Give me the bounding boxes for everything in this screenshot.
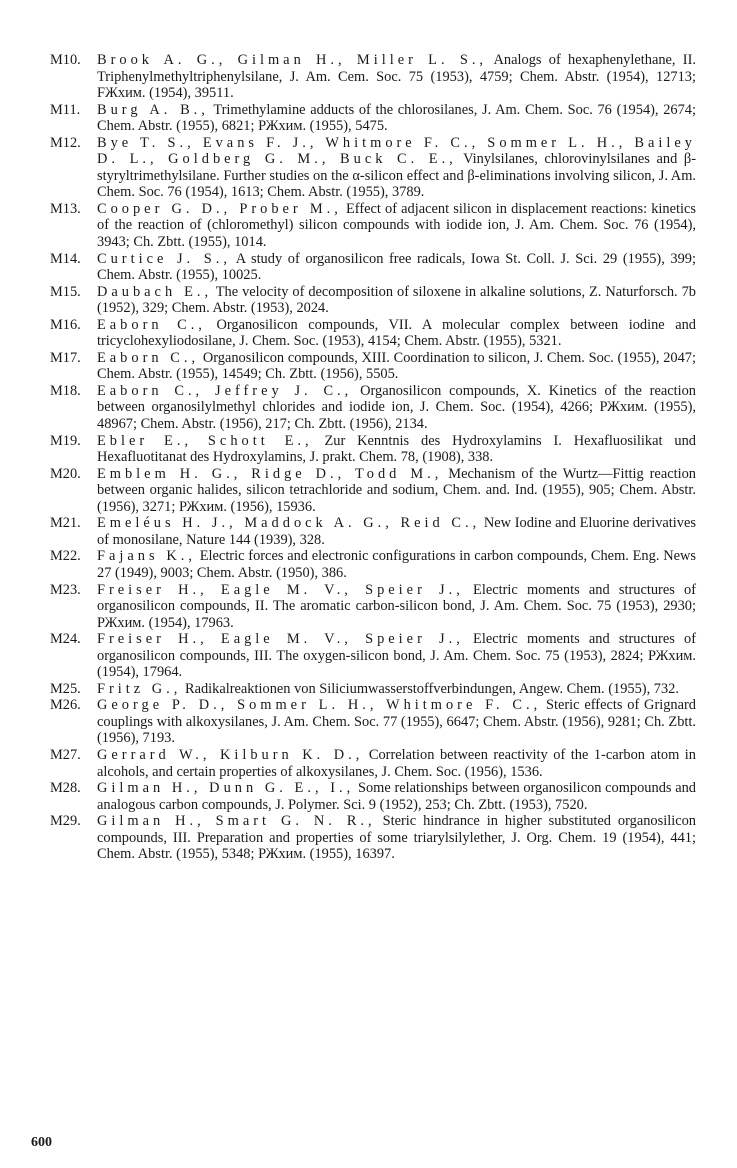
page-number: 600 — [31, 1135, 52, 1150]
reference-entry — [50, 780, 696, 813]
reference-authors: Bye T. S., Evans F. J., Whitmore F. C., Sommer L. H., Bailey D. L., Goldberg G. M., Buck C. E., — [97, 134, 696, 168]
reference-text: Steric effects of Grignard couplings with alkoxysilanes, J. Am. Chem. Soc. 77 (1955), 6647; Chem. Abstr. (1956), 9281; Ch. Zbtt. (1956), 7193. — [97, 697, 696, 747]
reference-entry — [50, 317, 696, 350]
reference-list — [50, 52, 696, 863]
reference-entry — [50, 697, 696, 747]
reference-entry — [50, 433, 696, 466]
reference-number: M27. — [50, 746, 81, 763]
reference-number: M19. — [50, 432, 81, 449]
reference-authors: Eaborn C., Jeffrey J. C., — [97, 382, 353, 399]
reference-authors: Emeléus H. J., Maddock A. G., Reid C., — [97, 515, 481, 532]
reference-entry — [50, 52, 696, 102]
reference-number: M26. — [50, 697, 81, 714]
reference-text: The velocity of decomposition of siloxene in alkaline solutions, Z. Naturforsch. 7b (1952), 329; Chem. Abstr. (1953), 2024. — [97, 283, 696, 317]
reference-number: M14. — [50, 250, 81, 267]
reference-authors: Gerrard W., Kilburn K. D., — [97, 746, 364, 763]
reference-entry — [50, 466, 696, 516]
reference-text: Effect of adjacent silicon in displacement reactions: kinetics of the reaction of (chloromethyl) silicon compounds with iodide ion, J. Am. Chem. Soc. 76 (1954), 3943; Ch. Zbtt. (1955), 1014. — [97, 200, 696, 251]
reference-number: M11. — [50, 101, 81, 118]
reference-authors: George P. D., Sommer L. H., Whitmore F. C., — [97, 697, 542, 714]
reference-text: Zur Kenntnis des Hydroxylamins I. Hexafluosilikat und Hexafluotitanat des Hydroxylamins, J. prakt. Chem. 78, (1908), 338. — [97, 432, 696, 466]
reference-number: M15. — [50, 283, 81, 300]
reference-entry — [50, 383, 696, 433]
reference-number: M16. — [50, 316, 81, 333]
reference-text: Correlation between reactivity of the 1-carbon atom in alcohols, and certain properties of alkoxysilanes, J. Chem. Soc. (1956), 1536. — [97, 746, 697, 780]
reference-authors: Ebler E., Schott E., — [97, 432, 313, 449]
reference-entry — [50, 515, 696, 548]
reference-number: M25. — [50, 680, 81, 697]
reference-number: M10. — [50, 52, 81, 68]
reference-number: M17. — [50, 349, 81, 366]
reference-authors: Brook A. G., Gilman H., Miller L. S., — [97, 52, 488, 68]
reference-number: M28. — [50, 780, 81, 797]
reference-authors: Cooper G. D., Prober M., — [97, 200, 342, 217]
reference-number: M22. — [50, 548, 81, 565]
reference-text: Electric forces and electronic configurations in carbon compounds, Chem. Eng. News 27 (1949), 9003; Chem. Abstr. (1950), 386. — [97, 548, 696, 581]
reference-authors: Curtice J. S., — [97, 250, 231, 267]
reference-authors: Fajans K., — [97, 548, 196, 565]
reference-entry — [50, 747, 696, 780]
reference-authors: Gilman H., Smart G. N. R., — [97, 813, 376, 830]
reference-text: Radikalreaktionen von Siliciumwasserstoffverbindungen, Angew. Chem. (1955), 732. — [184, 680, 679, 697]
reference-authors: Emblem H. G., Ridge D., Todd M., — [97, 465, 443, 482]
reference-number: M21. — [50, 515, 81, 532]
reference-entry — [50, 681, 696, 698]
reference-entry — [50, 582, 696, 632]
reference-number: M12. — [50, 134, 81, 151]
reference-entry — [50, 251, 696, 284]
reference-number: M23. — [50, 581, 81, 598]
reference-authors: Eaborn C., — [97, 349, 200, 366]
reference-entry — [50, 201, 696, 251]
reference-text: Steric hindrance in higher substituted organosilicon compounds, III. Preparation and properties of some triarylsilylether, J. Org. Chem. 19 (1954), 441; Chem. Abstr. (1955), 5348; РЖхим. (1955), 16397. — [97, 813, 696, 863]
reference-authors: Fritz G., — [97, 680, 182, 697]
reference-text: New Iodine and Eluorine derivatives of monosilane, Nature 144 (1939), 328. — [97, 515, 696, 548]
reference-entry — [50, 350, 696, 383]
reference-text: A study of organosilicon free radicals, Iowa St. Coll. J. Sci. 29 (1955), 399; Chem. Abstr. (1955), 10025. — [97, 250, 696, 284]
reference-number: M29. — [50, 813, 81, 830]
reference-text: Analogs of hexaphenylethane, II. Triphenylmethyltriphenylsilane, J. Am. Cem. Soc. 75 (1953), 4759; Chem. Abstr. (1954), 12713; FЖхим. (1954), 39511. — [97, 52, 696, 102]
reference-number: M24. — [50, 631, 81, 648]
reference-text: Organosilicon compounds, X. Kinetics of the reaction between organosilylmethyl chlorides and iodide ion, J. Chem. Soc. (1954), 4266; РЖхим. (1955), 48967; Chem. Abstr. (1956), 217; Ch. Zbtt. (1956), 2134. — [97, 382, 696, 433]
reference-text: Electric moments and structures of organosilicon compounds, III. The oxygen-silicon bond, J. Am. Chem. Soc. 75 (1953), 2824; РЖхим. (1954), 17964. — [97, 631, 696, 681]
reference-authors: Freiser H., Eagle M. V., Speier J., — [97, 581, 464, 598]
reference-authors: Eaborn C., — [97, 316, 206, 333]
reference-entry — [50, 135, 696, 201]
reference-entry — [50, 548, 696, 581]
reference-text: Electric moments and structures of organosilicon compounds, II. The aromatic carbon-silicon bond, J. Am. Chem. Soc. 75 (1953), 2930; РЖхим. (1954), 17963. — [97, 581, 696, 631]
reference-number: M18. — [50, 382, 81, 399]
reference-authors: Burg A. B., — [97, 101, 209, 118]
reference-entry — [50, 102, 696, 135]
reference-number: M13. — [50, 200, 81, 217]
reference-text: Vinylsilanes, chlorovinylsilanes and β-styryltrimethylsilane. Further studies on the α-silicon effect and β-eliminations involving silicon, J. Am. Chem. Soc. 76 (1954), 1613; Chem. Abstr. (1955), 3789. — [97, 151, 696, 201]
reference-text: Some relationships between organosilicon compounds and analogous carbon compounds, J. Polymer. Sci. 9 (1952), 253; Ch. Zbtt. (1953), 7520. — [97, 780, 696, 813]
reference-entry — [50, 284, 696, 317]
reference-entry — [50, 631, 696, 681]
reference-text: Organosilicon compounds, VII. A molecular complex between iodine and tricyclohexyliodosilane, J. Chem. Soc. (1953), 4154; Chem. Abstr. (1955), 5321. — [97, 316, 696, 350]
reference-number: M20. — [50, 465, 81, 482]
reference-authors: Freiser H., Eagle M. V., Speier J., — [97, 631, 464, 648]
reference-text: Mechanism of the Wurtz—Fittig reaction between organic halides, silicon tetrachloride and sodium, Chem. and. Ind. (1955), 905; Chem. Abstr. (1956), 3271; РЖхим. (1956), 15936. — [97, 465, 696, 515]
reference-entry — [50, 813, 696, 863]
reference-text: Trimethylamine adducts of the chlorosilanes, J. Am. Chem. Soc. 76 (1954), 2674; Chem. Abstr. (1955), 6821; РЖхим. (1955), 5475. — [97, 101, 696, 135]
reference-authors: Daubach E., — [97, 283, 213, 300]
reference-text: Organosilicon compounds, XIII. Coordination to silicon, J. Chem. Soc. (1955), 2047; Chem. Abstr. (1955), 14549; Ch. Zbtt. (1956), 5505. — [97, 349, 696, 383]
reference-authors: Gilman H., Dunn G. E., I., — [97, 780, 355, 797]
